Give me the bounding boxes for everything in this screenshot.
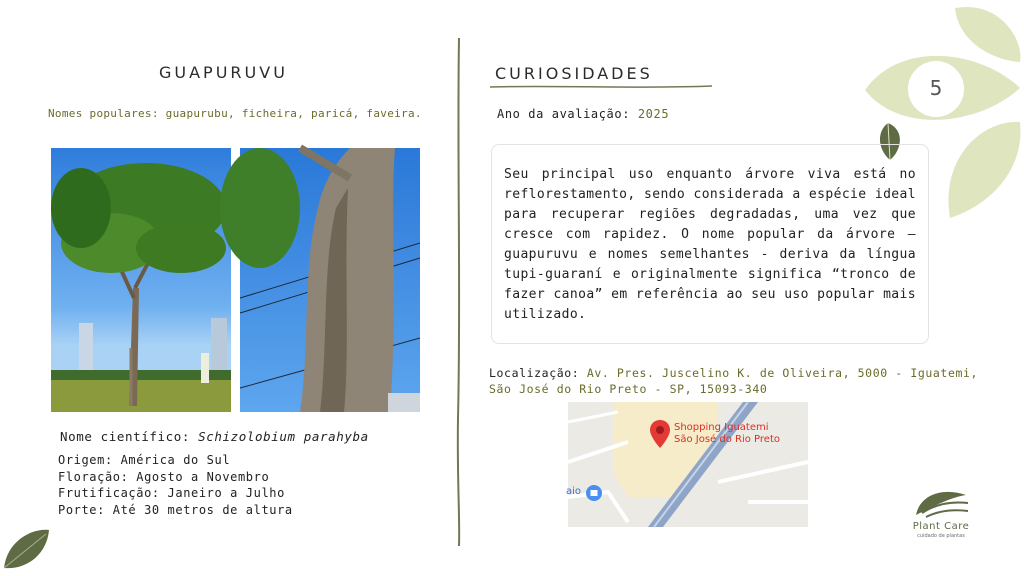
year-value: 2025: [637, 107, 670, 121]
location-map[interactable]: [568, 402, 808, 527]
map-place-label[interactable]: [674, 422, 780, 446]
size: Porte: Até 30 metros de altura: [58, 503, 293, 517]
scientific-name-label: Nome científico:: [60, 429, 199, 444]
popular-names: Nomes populares: guapurubu, ficheira, paricá, faveira.: [48, 107, 422, 120]
page-number: 5: [929, 76, 943, 100]
fruiting: Frutificação: Janeiro a Julho: [58, 486, 285, 500]
scientific-name-line: [60, 429, 369, 446]
logo-tagline: cuidado de plantas: [917, 533, 965, 539]
tree-photo-full: [51, 148, 231, 412]
map-place-label-line2: São José do Rio Preto: [674, 434, 780, 445]
map-partial-label: aio: [566, 486, 582, 497]
plant-care-logo-icon: [912, 487, 970, 519]
location-label: Localização:: [489, 366, 587, 380]
tree-trunk-photo: [240, 148, 420, 412]
flowering: Floração: Agosto a Novembro: [58, 470, 270, 484]
title-underline: [490, 84, 712, 90]
scientific-name: Schizolobium parahyba: [198, 429, 369, 444]
curiosity-text: Seu principal uso enquanto árvore viva está no reflorestamento, sendo considerada a espécie ideal para recuperar regiões degradadas, uma vez que cresce com rapidez. O nome popular da árvore – guapuruvu e nomes semelhantes - deriva da língua tupi-guaraní e originalmente significa “tronco de fazer canoa” em referência ao seu uso popular mais utilizado.: [504, 167, 916, 322]
curiosity-card: [491, 144, 929, 344]
column-divider: [454, 38, 464, 546]
map-place-label-line1: Shopping Iguatemi: [674, 422, 769, 433]
map-pin-icon[interactable]: [650, 420, 670, 448]
leaf-decoration-bottom-left: [2, 526, 52, 572]
origin: Origem: América do Sul: [58, 453, 231, 467]
logo-name: Plant Care: [912, 521, 970, 532]
curiosities-title: CURIOSIDADES: [495, 64, 653, 83]
year-label: Ano da avaliação:: [497, 107, 638, 121]
location-address: Av. Pres. Juscelino K. de Oliveira, 5000 - Iguatemi, São José do Rio Preto - SP, 15093-340: [489, 366, 979, 396]
tree-title: GUAPURUVU: [159, 63, 288, 82]
location: [489, 366, 979, 397]
evaluation-year: [497, 106, 669, 123]
